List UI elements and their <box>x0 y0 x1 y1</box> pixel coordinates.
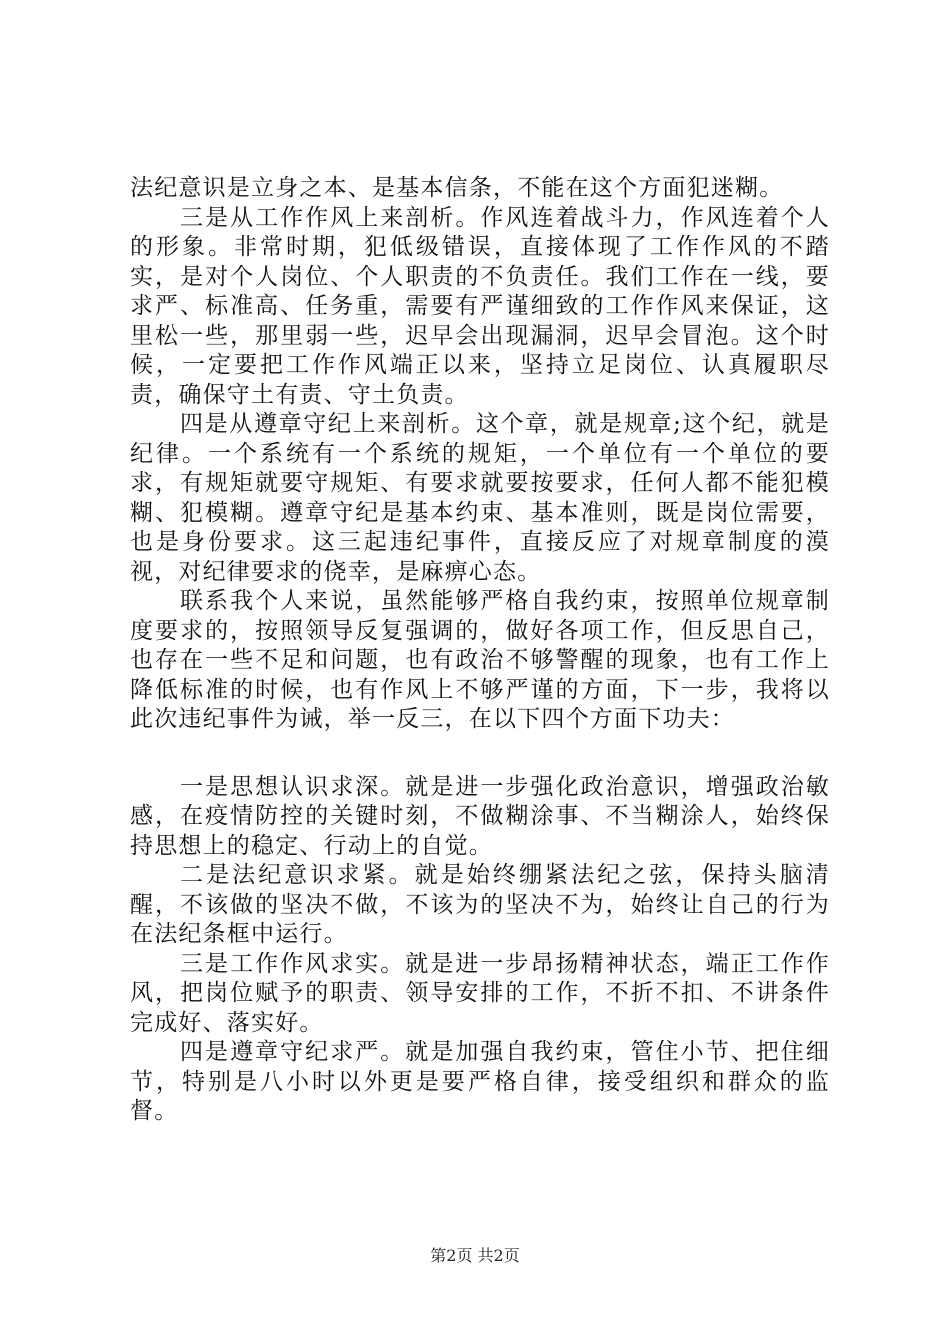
page-number-footer: 第2页 共2页 <box>430 1246 520 1265</box>
paragraph-discipline-analysis: 四是从遵章守纪上来剖析。这个章，就是规章;这个纪，就是纪律。一个系统有一个系统的规矩，一个单位有一个单位的要求，有规矩就要守规矩、有要求就要按要求，任何人都不能犯模糊、犯模糊。遵章守纪是基本约束、基本准则，既是岗位需要，也是身份要求。这三起违纪事件，直接反应了对规章制度的漠视，对纪律要求的侥幸，是麻痹心态。 <box>130 411 830 585</box>
paragraph-personal-reflection: 联系我个人来说，虽然能够严格自我约束，按照单位规章制度要求的，按照领导反复强调的，做好各项工作，但反思自己，也存在一些不足和问题，也有政治不够警醒的现象，也有工作上降低标准的时候，也有作风上不够严谨的方面，下一步，我将以此次违纪事件为诫，举一反三，在以下四个方面下功夫： <box>130 588 830 732</box>
document-body <box>130 174 830 1127</box>
paragraph-point-one: 一是思想认识求深。就是进一步强化政治意识，增强政治敏感，在疫情防控的关键时刻，不做糊涂事、不当糊涂人，始终保持思想上的稳定、行动上的自觉。 <box>130 773 830 859</box>
paragraph-point-four: 四是遵章守纪求严。就是加强自我约束，管住小节、把住细节，特别是八小时以外更是要严格自律，接受组织和群众的监督。 <box>130 1039 830 1124</box>
paragraph-point-three: 三是工作作风求实。就是进一步昂扬精神状态，端正工作作风，把岗位赋予的职责、领导安排的工作，不折不扣、不讲条件完成好、落实好。 <box>130 950 830 1036</box>
paragraph-point-two: 二是法纪意识求紧。就是始终绷紧法纪之弦，保持头脑清醒，不该做的坚决不做，不该为的坚决不为，始终让自己的行为在法纪条框中运行。 <box>130 862 830 947</box>
paragraph-spacer <box>130 735 830 773</box>
paragraph-continued: 法纪意识是立身之本、是基本信条，不能在这个方面犯迷糊。 <box>130 175 784 201</box>
paragraph-work-style-analysis: 三是从工作作风上来剖析。作风连着战斗力，作风连着个人的形象。非常时期，犯低级错误，直接体现了工作作风的不踏实，是对个人岗位、个人职责的不负责任。我们工作在一线，要求严、标准高、任务重，需要有严谨细致的工作作风来保证，这里松一些，那里弱一些，迟早会出现漏洞，迟早会冒泡。这个时候，一定要把工作作风端正以来，坚持立足岗位、认真履职尽责，确保守土有责、守土负责。 <box>130 204 830 408</box>
